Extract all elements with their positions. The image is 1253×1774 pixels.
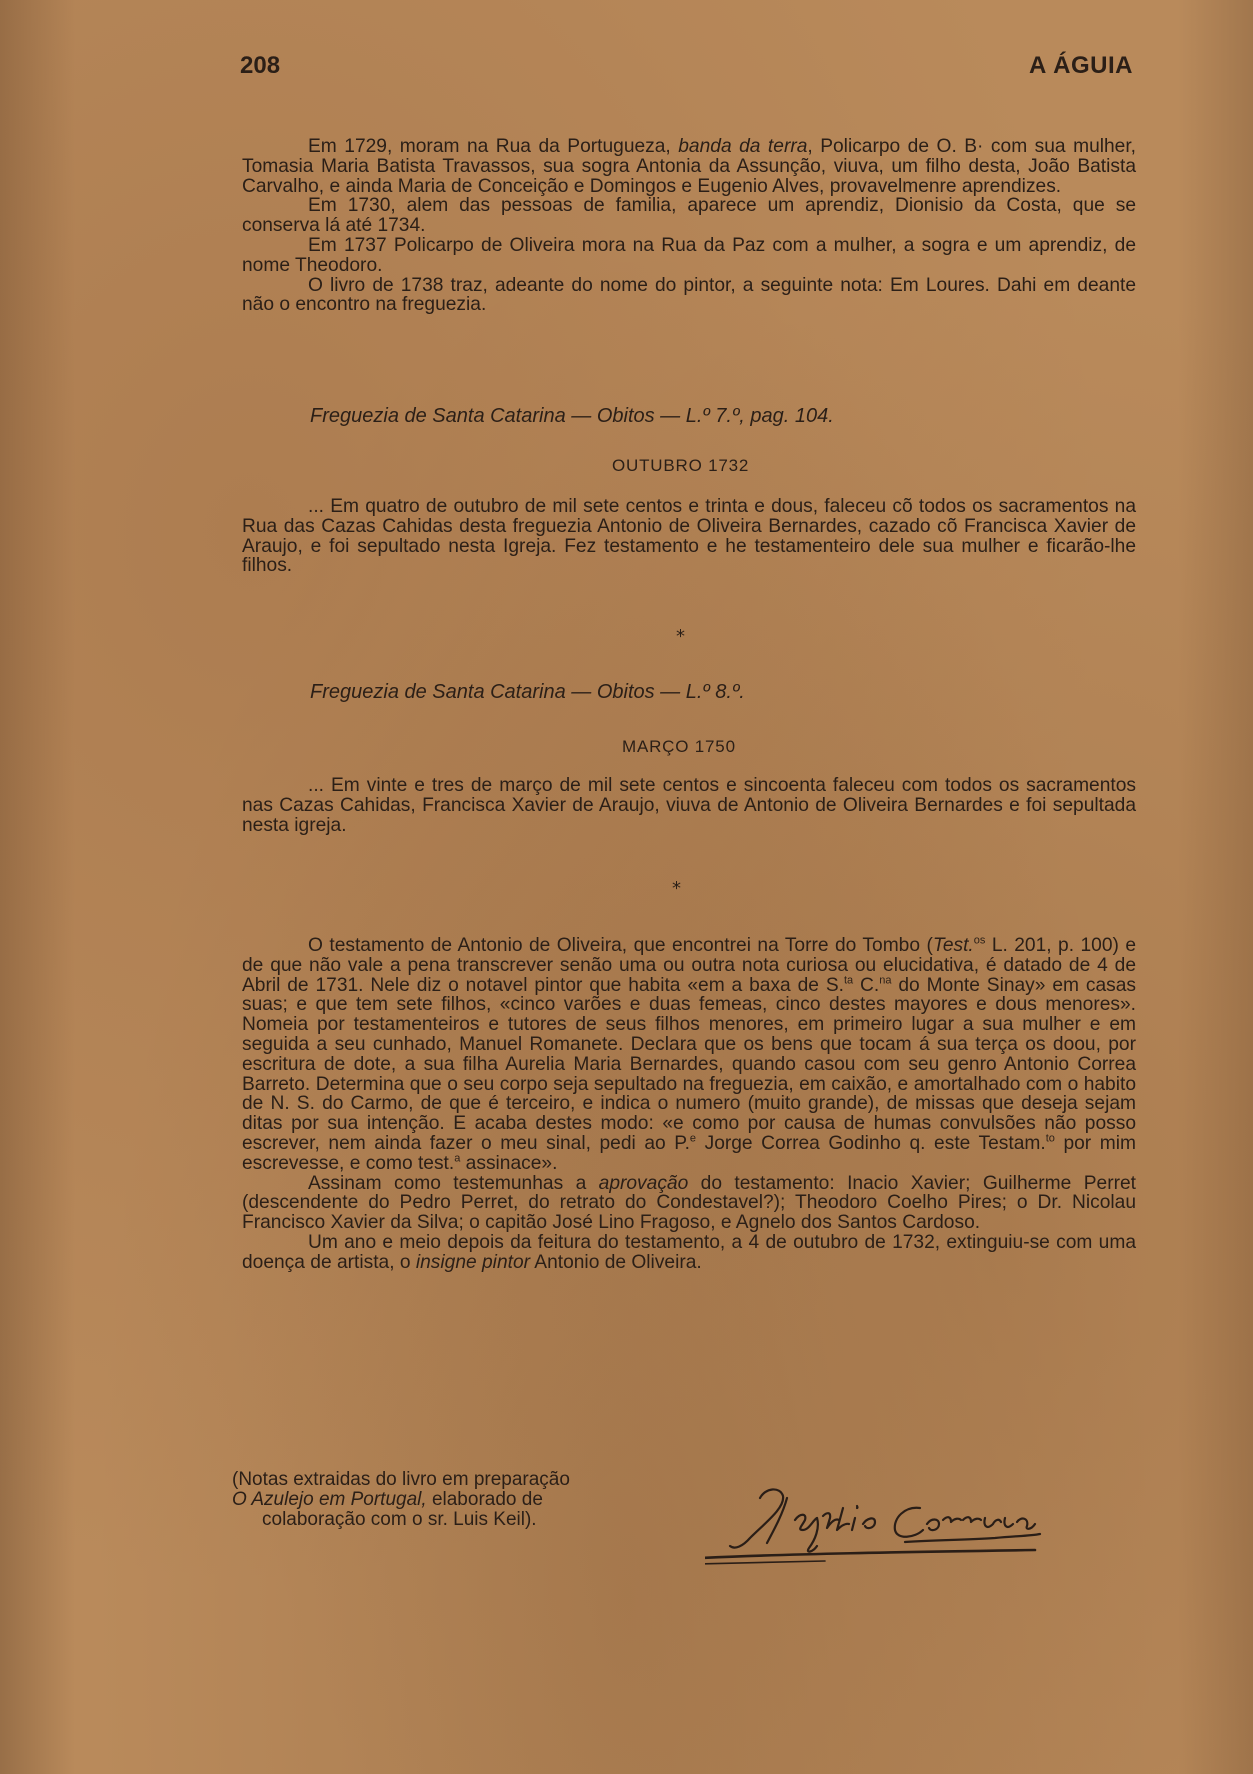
record-2-text-block (242, 776, 1136, 835)
text-run: Jorge Correa Godinho q. este Testam. (696, 1132, 1046, 1154)
footnote-block (232, 1470, 652, 1530)
text-run: Um ano e meio depois da feitura do testamento, a 4 de outubro de 1732, extinguiu-se com uma doença de artista, o (242, 1231, 1136, 1273)
superscript: a (454, 1152, 461, 1165)
text-run: por mim escrevesse, e como test. (242, 1132, 1136, 1174)
section-separator: * (676, 626, 685, 647)
superscript: e (689, 1132, 697, 1145)
record-1-text-block (242, 497, 1136, 576)
section-separator: * (672, 878, 681, 899)
record-1-text: ... Em quatro de outubro de mil sete centos e trinta e dous, faleceu cõ todos os sacramentos na Rua das Cazas Cahidas desta freguezia Antonio de Oliveira Bernardes, cazado cõ Francisca Xavier de Araujo, e foi sepultado nesta Igreja. Fez testamento e he testamenteiro dele sua mulher e ficarão-lhe filhos. (242, 496, 1136, 577)
testament-paragraph-1 (242, 936, 1136, 1174)
testament-paragraph-3 (242, 1233, 1136, 1273)
text-run: , Policarpo de O. B· com sua mulher, Tomasia Maria Batista Travassos, sua sogra Antonia da Assunção, viuva, um filho desta, João Batista Carvalho, e ainda Maria de Conceição e Domingos e Eugenio Alves, provavelmenre aprendizes. (242, 136, 1137, 197)
text-run: L. 201, p. 100) e de que não vale a pena transcrever senão uma ou outra nota curiosa ou elucidativa, é datado de 4 de Abril de 1731. Nele diz o notavel pintor que habita «em a baxa de S. (242, 935, 1137, 996)
text-run: elaborado de (426, 1489, 543, 1510)
journal-title: A ÁGUIA (1029, 52, 1133, 79)
page-number: 208 (240, 52, 281, 79)
italic-run: aprovação (598, 1172, 689, 1194)
intro-paragraph-3: Em 1737 Policarpo de Oliveira mora na Rua da Paz com a mulher, a sogra e um aprendiz, de nome Theodoro. (242, 234, 1136, 276)
record-2-date: MARÇO 1750 (622, 737, 736, 756)
text-run: Em 1729, moram na Rua da Portugueza, (308, 136, 679, 157)
text-run: Assinam como testemunhas a (308, 1172, 599, 1194)
handwritten-signature (705, 1468, 1105, 1578)
book-title: O Azulejo em Portugal, (232, 1489, 427, 1510)
intro-paragraph-1 (242, 137, 1136, 196)
testament-paragraph-2 (242, 1174, 1136, 1233)
record-1-heading: Freguezia de Santa Catarina — Obitos — L.º 7.º, pag. 104. (310, 405, 834, 427)
record-1-date: OUTUBRO 1732 (612, 456, 750, 475)
footnote-line (232, 1490, 652, 1510)
record-2-heading: Freguezia de Santa Catarina — Obitos — L.º 8.º. (310, 681, 745, 703)
italic-run: banda da terra (678, 136, 808, 157)
text-run: Antonio de Oliveira. (530, 1251, 702, 1273)
intro-paragraph-4: O livro de 1738 traz, adeante do nome do pintor, a seguinte nota: Em Loures. Dahi em deante não o encontro na freguezia. (242, 274, 1136, 316)
italic-run: Test. (932, 935, 974, 956)
footnote-line: (Notas extraidas do livro em preparação (232, 1469, 570, 1490)
italic-run: insigne pintor (415, 1251, 531, 1273)
testament-section (242, 936, 1136, 1273)
text-run: C. (853, 974, 880, 996)
text-run: do testamento: Inacio Xavier; Guilherme Perret (descendente do Pedro Perret, do retrato do Condestavel?); Theodoro Coelho Pires; o Dr. Nicolau Francisco Xavier da Silva; o capitão José Lino Fragoso, e Agnelo dos Santos Cardoso. (242, 1172, 1136, 1234)
superscript: na (879, 974, 892, 987)
intro-section (242, 137, 1136, 315)
text-run: O testamento de Antonio de Oliveira, que encontrei na Torre do Tombo ( (308, 935, 933, 956)
superscript: to (1045, 1132, 1055, 1145)
text-run: assinace». (460, 1152, 558, 1174)
text-run: do Monte Sinay» em casas suas; e que tem sete filhos, «cinco varões e duas femeas, cinco destes mayores e dous menores». Nomeia por testamenteiros e tutores de seus filhos menores, em primeiro lugar a sua mulher e em seguida a seu cunhado, Manuel Romanete. Declara que os bens que tocam á sua terça os doou, por escritura de dote, a sua filha Aurelia Maria Bernardes, quando casou com seu genro Antonio Correa Barreto. Determina que o seu corpo seja sepultado na freguezia, em caixão, e amortalhado com o habito de N. S. do Carmo, de que é terceiro, e indica o numero (muito grande), de missas que deseja sejam ditas por sua intenção. E acaba destes modo: «e como por causa de humas convulsões não posso escrever, nem ainda fazer o meu sinal, pedi ao P. (242, 974, 1136, 1154)
intro-paragraph-2: Em 1730, alem das pessoas de familia, aparece um aprendiz, Dionisio da Costa, que se conserva lá até 1734. (242, 195, 1136, 237)
footnote-line: colaboração com o sr. Luis Keil). (262, 1509, 537, 1530)
record-2-text: ... Em vinte e tres de março de mil sete centos e sincoenta faleceu com todos os sacramentos nas Cazas Cahidas, Francisca Xavier de Araujo, viuva de Antonio de Oliveira Bernardes e foi sepultada nesta igreja. (242, 775, 1136, 836)
superscript: ta (843, 974, 854, 987)
superscript: os (973, 934, 986, 947)
